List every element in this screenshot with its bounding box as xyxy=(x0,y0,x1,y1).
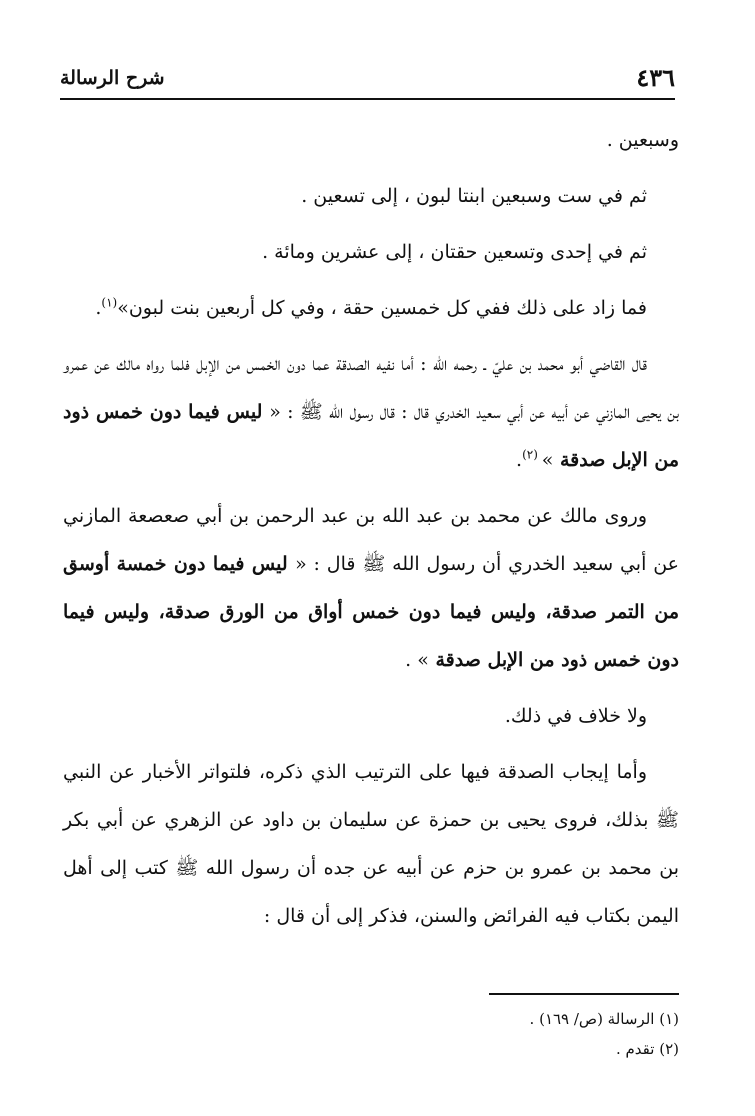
hadith-quote-1: ليس فيما دون خمس ذود من الإبل صدقة xyxy=(63,401,679,471)
footnote-ref-2: (٢) xyxy=(522,447,542,462)
quote-close-2: » . xyxy=(405,649,429,671)
paragraph-2: ثم في ست وسبعين ابنتا لبون ، إلى تسعين . xyxy=(301,185,647,207)
main-text xyxy=(63,116,679,948)
paragraph-4-end: . xyxy=(95,297,102,319)
paragraph-5-end: . xyxy=(516,449,523,471)
header-rule xyxy=(60,98,675,100)
page-header xyxy=(60,62,675,98)
running-title: شرح الرسالة xyxy=(60,67,165,89)
paragraph-4 xyxy=(63,284,679,332)
page-number: ٤٣٦ xyxy=(636,63,675,92)
paragraph-4-text: فما زاد على ذلك ففي كل خمسين حقة ، وفي كل أربعين بنت لبون» xyxy=(117,297,647,319)
paragraph-6-text: وروى مالك عن محمد بن عبد الله بن عبد الرحمن بن أبي صعصعة المازني عن أبي سعيد الخدري أن رسول الله ﷺ قال : « xyxy=(63,505,679,575)
footnotes xyxy=(200,1004,679,1064)
footnote-1: (١) الرسالة (ص/ ١٦٩) . xyxy=(529,1010,679,1028)
paragraph-7: ولا خلاف في ذلك. xyxy=(504,705,647,727)
footnote-ref-1: (١) xyxy=(101,295,118,310)
paragraph-1: وسبعين . xyxy=(606,129,679,151)
footnote-rule xyxy=(489,993,679,995)
quote-close-1: » xyxy=(541,449,554,471)
paragraph-5 xyxy=(63,340,679,484)
hadith-quote-2: ليس فيما دون خمسة أوسق من التمر صدقة، وليس فيما دون خمس أواق من الورق صدقة، وليس فيما دون خمس ذود من الإبل صدقة xyxy=(63,553,679,671)
paragraph-8: وأما إيجاب الصدقة فيها على الترتيب الذي ذكره، فلتواتر الأخبار عن النبي ﷺ بذلك، فروى يحيى بن حمزة عن سليمان بن داود عن الزهري عن أبي بكر بن محمد بن عمرو بن حزم عن أبيه عن جده أن رسول الله ﷺ كتب إلى أهل اليمن بكتاب فيه الفرائض والسنن، فذكر إلى أن قال : xyxy=(63,761,679,927)
paragraph-5-text: قال القاضي أبو محمد بن عليّ ـ رحمه الله : أما نفيه الصدقة عما دون الخمس من الإبل فلما رواه مالك عن عمرو بن يحيى المازني عن أبيه عن أبي سعيد الخدري قال : قال رسول الله ﷺ : « xyxy=(63,353,679,423)
paragraph-6 xyxy=(63,492,679,684)
footnote-2: (٢) تقدم . xyxy=(615,1040,679,1058)
paragraph-3: ثم في إحدى وتسعين حقتان ، إلى عشرين ومائة . xyxy=(262,241,647,263)
